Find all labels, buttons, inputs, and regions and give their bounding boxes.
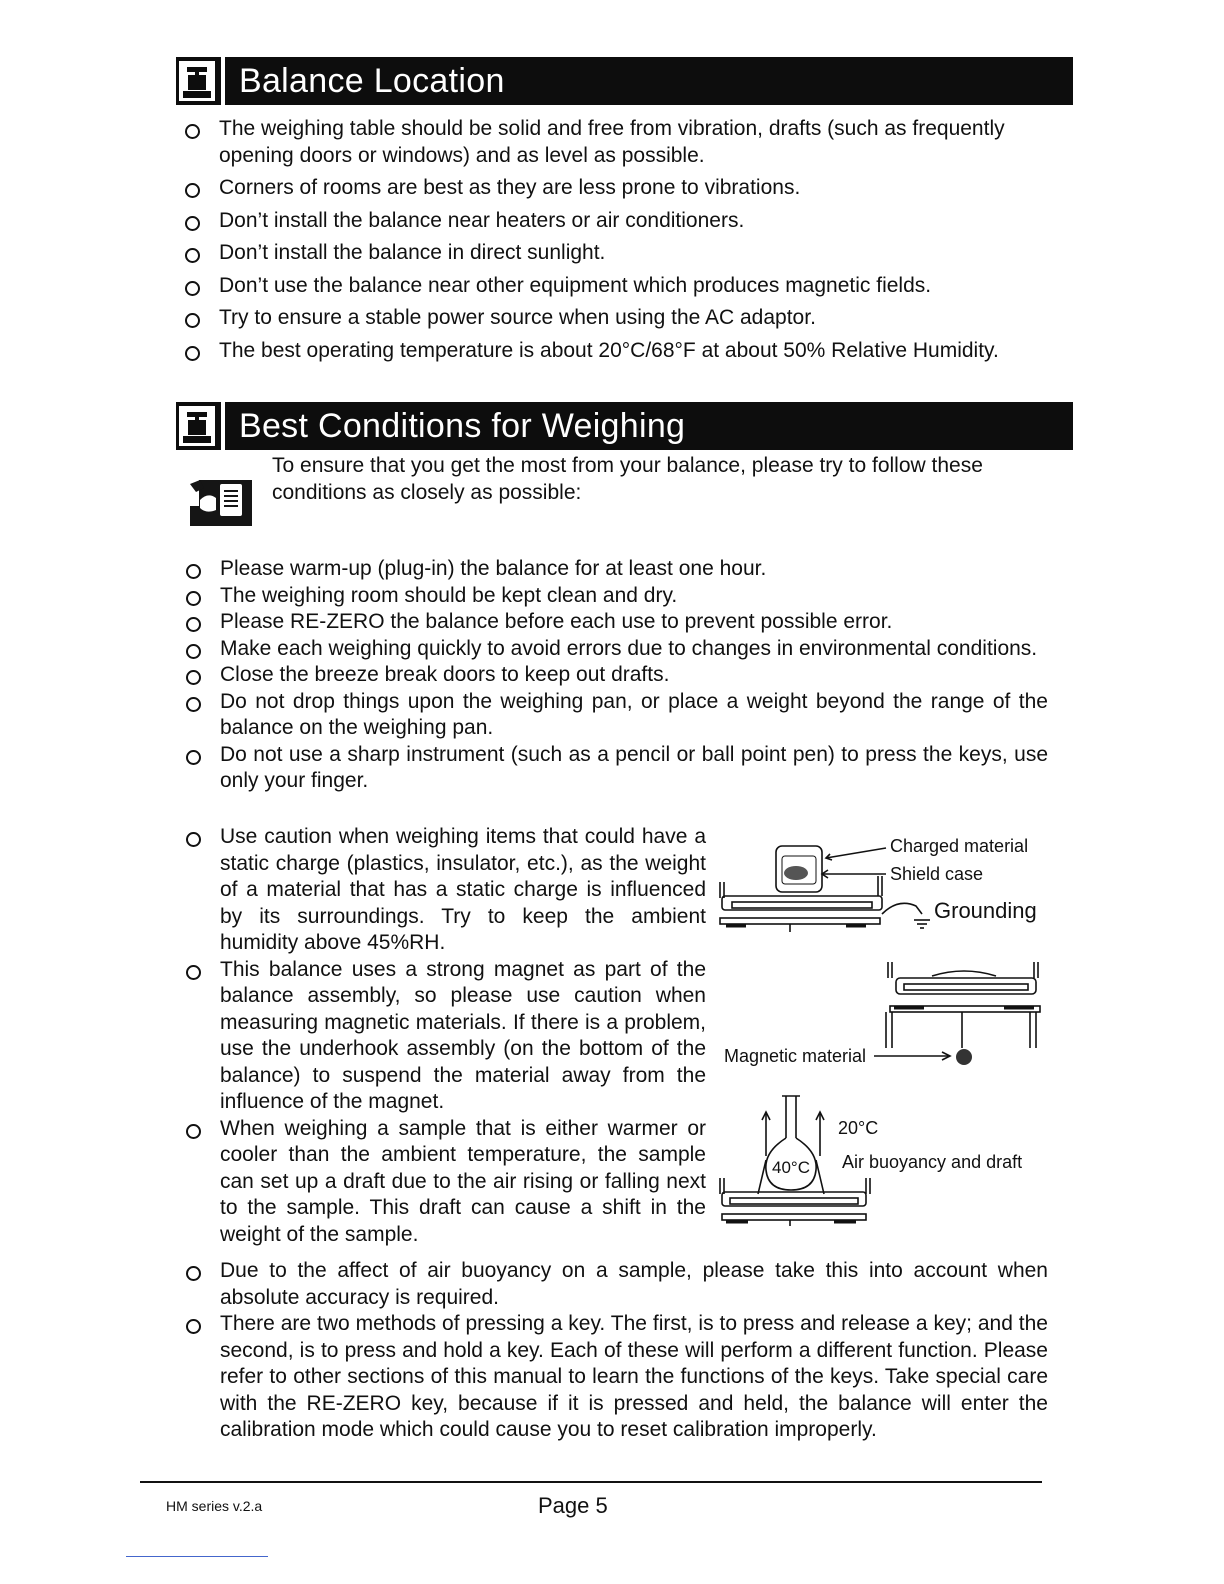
list-item: Do not use a sharp instrument (such as a pencil or ball point pen) to press the keys, use only your finger. [186,742,1048,795]
circle-bullet-icon [185,346,200,361]
list-item: The best operating temperature is about 20°C/68°F at about 50% Relative Humidity. [185,338,1065,365]
circle-bullet-icon [186,832,201,847]
list-item: Please warm-up (plug-in) the balance for at least one hour. [186,556,1048,583]
static-charge-diagram [716,836,1046,946]
section-header-best-conditions [176,402,1073,450]
circle-bullet-icon [186,670,201,685]
sample-temp-label: 40°C [772,1158,810,1177]
list-item: The weighing room should be kept clean and dry. [186,583,1048,610]
footer-model: HM series v.2.a [166,1498,263,1514]
circle-bullet-icon [185,183,200,198]
list-item: When weighing a sample that is either warmer or cooler than the ambient temperature, the sample can set up a draft due to the air rising or falling next to the sample. This draft can cause a shift in the weight of the sample. [186,1116,706,1249]
circle-bullet-icon [186,1124,201,1139]
circle-bullet-icon [186,965,201,980]
best-conditions-list [186,556,1048,795]
header-divider [221,402,225,450]
circle-bullet-icon [185,124,200,139]
conditions-intro: To ensure that you get the most from your balance, please try to follow these conditions as closely as possible: [272,454,983,504]
circle-bullet-icon [186,750,201,765]
notepad-hand-icon [186,470,254,528]
list-item: Do not drop things upon the weighing pan, or place a weight beyond the range of the balance on the weighing pan. [186,689,1048,742]
section-header-balance-location [176,57,1073,105]
circle-bullet-icon [185,216,200,231]
list-item: Don’t use the balance near other equipment which produces magnetic fields. [185,273,1065,300]
list-item: Use caution when weighing items that could have a static charge (plastics, insulator, etc.), as the weight of a material that has a static charge is influenced by its surroundings. Try to keep the ambient humidity above 45%RH. [186,824,706,957]
footer-divider [140,1481,1042,1483]
circle-bullet-icon [186,617,201,632]
temperature-diagram [716,1094,1046,1234]
balance-icon [179,406,215,446]
list-item: There are two methods of pressing a key. The first, is to press and release a key; and the second, is to press and hold a key. Each of these will perform a different function. Please refer to other sections of this manual to learn the functions of the keys. Take special care with the RE-ZERO key, because if it is pressed and held, the balance will enter the calibration mode which could cause you to reset calibration improperly. [186,1311,1048,1444]
circle-bullet-icon [186,1266,201,1281]
list-item: The weighing table should be solid and free from vibration, drafts (such as frequently opening doors or windows) and as level as possible. [185,116,1065,169]
list-item: Don’t install the balance in direct sunlight. [185,240,1065,267]
page-number: Page 5 [538,1493,608,1518]
list-item: Close the breeze break doors to keep out drafts. [186,662,1048,689]
header-divider [221,57,225,105]
best-conditions-final-list [186,1258,1048,1444]
air-buoyancy-label: Air buoyancy and draft [842,1152,1023,1172]
list-item: Don’t install the balance near heaters or air conditioners. [185,208,1065,235]
circle-bullet-icon [186,564,201,579]
circle-bullet-icon [185,248,200,263]
list-item: Corners of rooms are best as they are less prone to vibrations. [185,175,1065,202]
circle-bullet-icon [185,281,200,296]
balance-icon [179,61,215,101]
circle-bullet-icon [186,697,201,712]
circle-bullet-icon [186,644,201,659]
list-item: Due to the affect of air buoyancy on a sample, please take this into account when absolute accuracy is required. [186,1258,1048,1311]
list-item: This balance uses a strong magnet as part of the balance assembly, so please use caution when measuring magnetic materials. If there is a problem, use the underhook assembly (on the bottom of the balance) to suspend the material away from the influence of the magnet. [186,957,706,1116]
circle-bullet-icon [186,591,201,606]
magnetic-material-label: Magnetic material [724,1046,867,1066]
circle-bullet-icon [186,1319,201,1334]
magnetic-diagram [724,958,1044,1068]
balance-location-list [185,116,1065,364]
underline-mark [126,1556,268,1557]
charged-material-label: Charged material [890,836,1029,856]
list-item: Make each weighing quickly to avoid errors due to changes in environmental conditions. [186,636,1048,663]
best-conditions-narrow-list [186,824,706,1248]
section-title: Balance Location [239,61,505,100]
shield-case-label: Shield case [890,864,984,884]
section-title: Best Conditions for Weighing [239,406,686,445]
list-item: Try to ensure a stable power source when using the AC adaptor. [185,305,1065,332]
grounding-label: Grounding [934,898,1037,923]
list-item: Please RE-ZERO the balance before each use to prevent possible error. [186,609,1048,636]
ambient-temp-label: 20°C [838,1118,879,1138]
circle-bullet-icon [185,313,200,328]
